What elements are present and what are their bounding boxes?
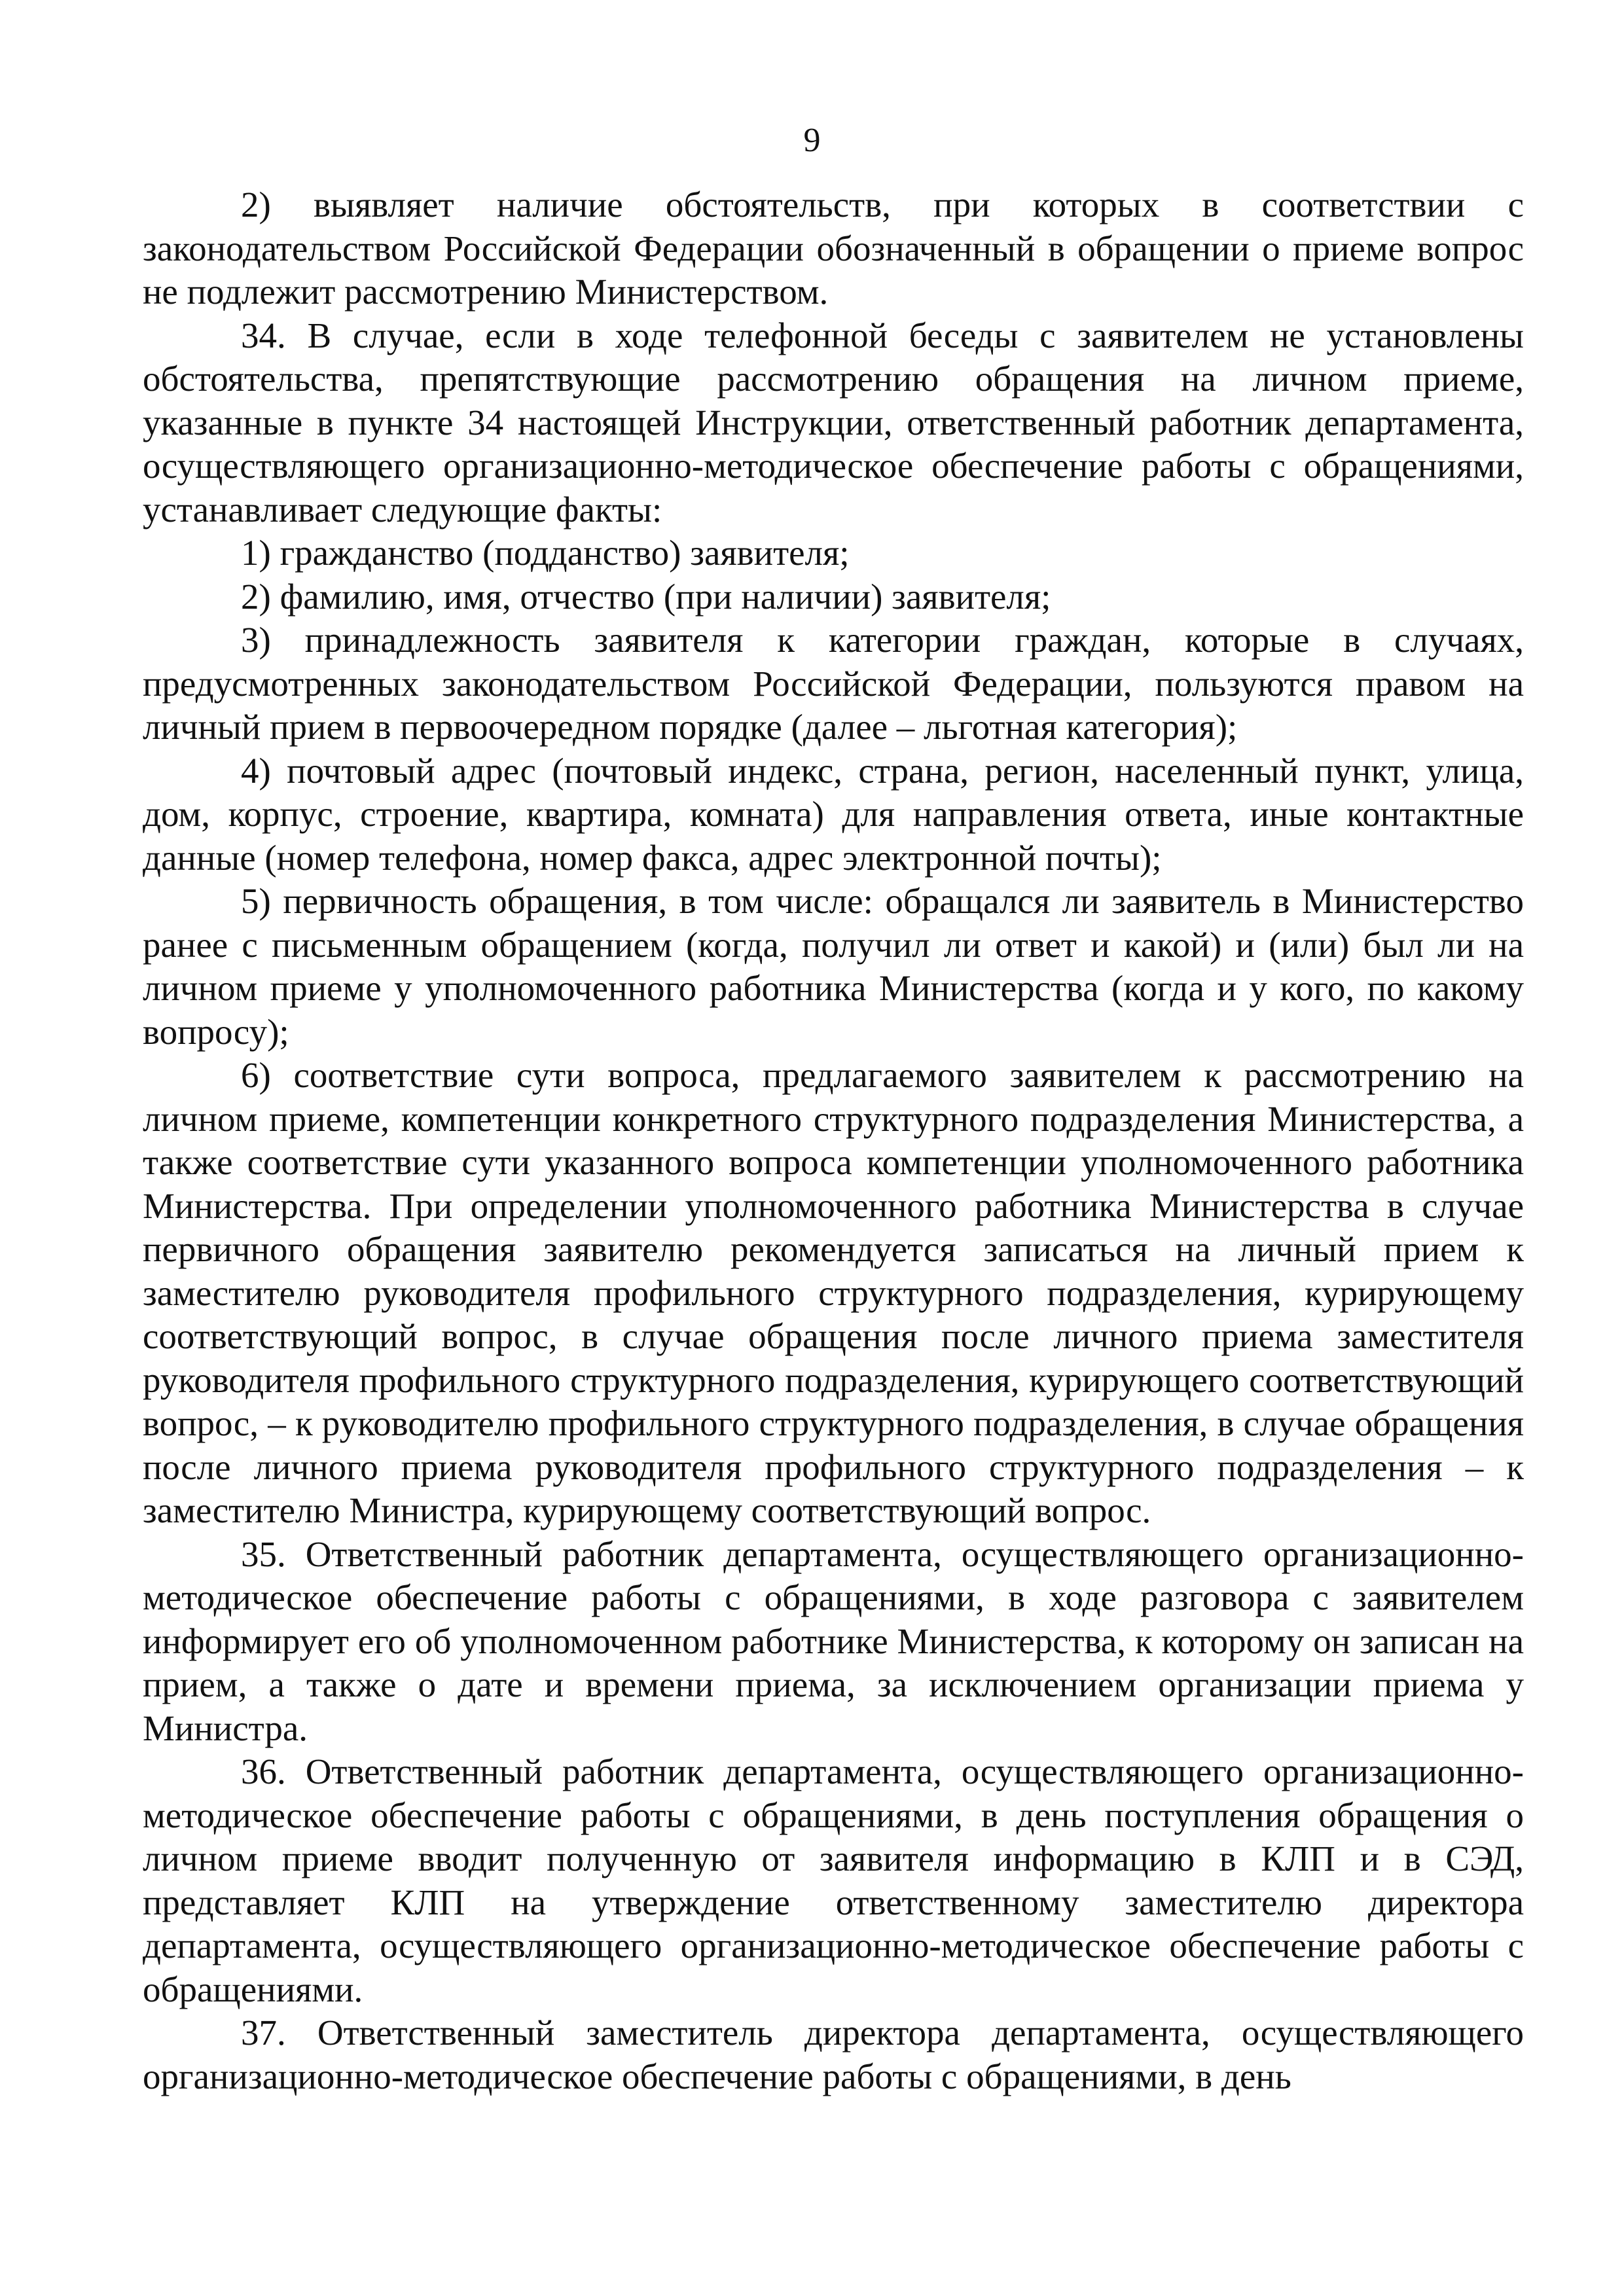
paragraph-37: 37. Ответственный заместитель директора департамента, осуществляющего организационно-методическое обеспечение работы с обращениями, в день [143,2013,1524,2096]
list-item-citizenship: 1) гражданство (подданство) заявителя; [241,533,850,573]
paragraph-item-2-circumstances: 2) выявляет наличие обстоятельств, при которых в соответствии с законодательством Российской Федерации обозначенный в обращении о приеме вопрос не подлежит рассмотрению Министерством. [143,185,1524,312]
paragraph-34: 34. В случае, если в ходе телефонной беседы с заявителем не установлены обстоятельства, препятствующие рассмотрению обращения на личном приеме, указанные в пункте 34 настоящей Инструкции, ответственный работник департамента, осуществляющего организационно-методическое обеспечение работы с обращениями, устанавливает следующие факты: [143,315,1524,529]
list-item-full-name: 2) фамилию, имя, отчество (при наличии) заявителя; [241,576,1051,617]
list-item-primary-appeal: 5) первичность обращения, в том числе: обращался ли заявитель в Министерство ранее с письменным обращением (когда, получил ли ответ и какой) и (или) был ли на личном приеме у уполномоченного работника Министерства (когда и у кого, по какому вопросу); [143,881,1524,1052]
list-item-postal-address: 4) почтовый адрес (почтовый индекс, страна, регион, населенный пункт, улица, дом, корпус, строение, квартира, комната) для направления ответа, иные контактные данные (номер телефона, номер факса, адрес электронной почты); [143,750,1524,878]
list-item-preferential-category: 3) принадлежность заявителя к категории граждан, которые в случаях, предусмотренных законодательством Российской Федерации, пользуются правом на личный прием в первоочередном порядке (далее – льготная категория); [143,620,1524,747]
page-number: 9 [803,122,821,159]
list-item-competence-match: 6) соответствие сути вопроса, предлагаемого заявителем к рассмотрению на личном приеме, компетенции конкретного структурного подразделения Министерства, а также соответствие сути указанного вопроса компетенции уполномоченного работника Министерства. При определении уполномоченного работника Министерства в случае первичного обращения заявителю рекомендуется записаться на личный прием к заместителю руководителя профильного структурного подразделения, курирующему соответствующий вопрос, в случае обращения после личного приема заместителя руководителя профильного структурного подразделения, курирующего соответствующий вопрос, – к руководителю профильного структурного подразделения, в случае обращения после личного приема руководителя профильного структурного подразделения – к заместителю Министра, курирующему соответствующий вопрос. [143,1055,1524,1530]
document-body [143,183,1524,2098]
paragraph-36: 36. Ответственный работник департамента, осуществляющего организационно-методическое обеспечение работы с обращениями, в день поступления обращения о личном приеме вводит полученную от заявителя информацию в КЛП и в СЭД, представляет КЛП на утверждение ответственному заместителю директора департамента, осуществляющего организационно-методическое обеспечение работы с обращениями. [143,1751,1524,2009]
paragraph-35: 35. Ответственный работник департамента, осуществляющего организационно-методическое обеспечение работы с обращениями, в ходе разговора с заявителем информирует его об уполномоченном работнике Министерства, к которому он записан на прием, а также о дате и времени приема, за исключением организации приема у Министра. [143,1534,1524,1748]
